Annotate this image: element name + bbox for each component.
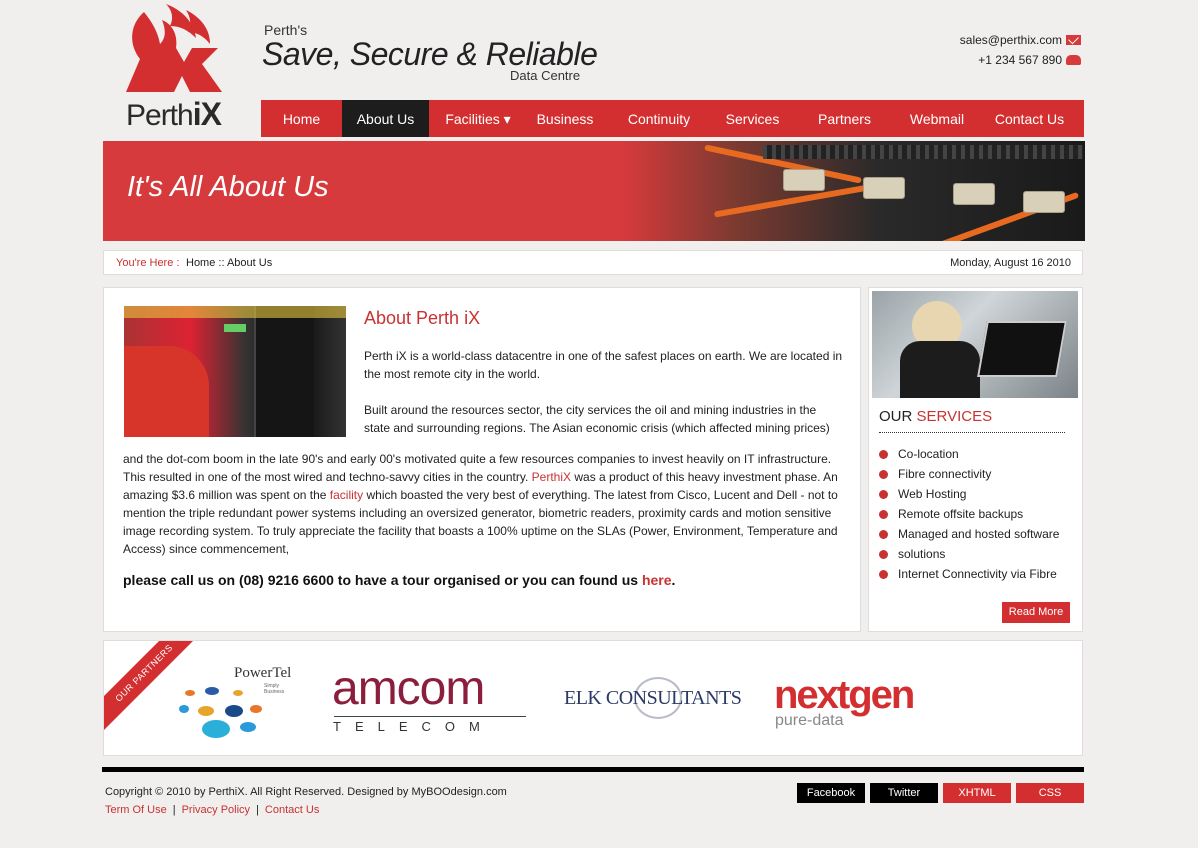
nav-item-about-us[interactable]: About Us	[342, 100, 429, 137]
list-item[interactable]	[879, 524, 1059, 544]
list-item[interactable]	[879, 544, 1059, 564]
list-item[interactable]	[879, 484, 1059, 504]
bullet-icon	[879, 530, 888, 539]
intro-paragraph: Perth iX is a world-class datacentre in one of the safest places on earth. We are located in the most remote city in the world.	[364, 349, 843, 381]
photo-body	[900, 341, 980, 398]
privacy-link[interactable]: Privacy Policy	[181, 804, 251, 816]
photo-exit-sign	[224, 324, 246, 332]
details-text: was a product of this heavy investment phase. An amazing $3.6 million was spent on the	[123, 470, 838, 502]
nav-item-contact-us[interactable]: Contact Us	[994, 111, 1065, 127]
service-label: Fibre connectivity	[898, 467, 992, 481]
amcom-logo[interactable]: amcom	[332, 662, 485, 715]
copyright: Copyright © 2010 by PerthiX. All Right Reserved. Designed by MyBOOdesign.com	[105, 786, 507, 798]
bullet-icon	[879, 550, 888, 559]
service-label: Remote offsite backups	[898, 507, 1024, 521]
twitter-button[interactable]: Twitter	[870, 783, 938, 803]
banner-network-photo	[623, 141, 1085, 241]
call-to-action	[123, 572, 675, 588]
footer-divider	[102, 767, 1084, 772]
current-date: Monday, August 16 2010	[950, 257, 1071, 269]
banner-title: It's All About Us	[127, 171, 329, 203]
terms-link[interactable]: Term Of Use	[105, 804, 167, 816]
main-nav	[261, 100, 1084, 137]
service-label: Co-location	[898, 447, 959, 461]
breadcrumb	[103, 250, 1083, 275]
photo-red-wall	[124, 346, 209, 437]
service-label: solutions	[898, 547, 946, 561]
footer-links	[105, 804, 319, 816]
powertel-tagline: Simply Business	[264, 683, 285, 695]
nav-item-home[interactable]: Home	[282, 111, 321, 127]
nextgen-tagline: pure-data	[775, 712, 844, 729]
banner-connector	[863, 177, 905, 199]
phone-icon	[1066, 55, 1081, 65]
nav-item-partners[interactable]: Partners	[818, 111, 871, 127]
cta-text: please call us on (08) 9216 6600 to have a tour organised or you can found us	[123, 572, 639, 588]
nav-item-services[interactable]: Services	[725, 111, 780, 127]
list-item[interactable]	[879, 464, 1059, 484]
contact-link[interactable]: Contact Us	[264, 804, 320, 816]
nav-item-business[interactable]: Business	[536, 111, 594, 127]
bullet-icon	[879, 570, 888, 579]
powertel-name: PowerTel	[234, 665, 292, 681]
amcom-divider	[334, 716, 526, 717]
cta-end: .	[671, 572, 676, 588]
service-label: Internet Connectivity via Fibre	[898, 567, 1057, 581]
details-paragraph	[123, 450, 845, 558]
logo-text-regular: Perth	[126, 99, 193, 132]
logo-icon	[122, 4, 232, 96]
bullet-icon	[879, 490, 888, 499]
nextgen-logo[interactable]: nextgen	[774, 673, 914, 717]
link-separator: |	[172, 804, 176, 816]
xhtml-button[interactable]: XHTML	[943, 783, 1011, 803]
breadcrumb-path[interactable]: Home :: About Us	[186, 257, 273, 269]
service-label: Managed and hosted software	[898, 527, 1060, 541]
here-link[interactable]: here	[641, 572, 672, 588]
bullet-icon	[879, 470, 888, 479]
read-more-button[interactable]: Read More	[1002, 602, 1070, 623]
main-content	[103, 287, 861, 632]
link-separator: |	[256, 804, 259, 816]
title-divider	[879, 432, 1065, 433]
photo-ceiling-light	[124, 306, 346, 318]
details-text: which boasted the very best of everything. The latest from Cisco, Lucent and Dell - not to mention the triple redundant power systems including an oversized generator, biometric readers, proximity cards and motion sensitive image recording system. To truly appreciate the facility that boasts a 100% uptime on the SLAs (Power, Environment, Temperature and Access) since commencement,	[123, 488, 838, 556]
photo-server-rack	[254, 306, 314, 437]
amcom-tagline: TELECOM	[333, 719, 494, 734]
contact-phone: +1 234 567 890	[978, 53, 1062, 67]
nav-item-webmail[interactable]: Webmail	[909, 111, 965, 127]
partners-ribbon: OUR PARTNERS	[103, 640, 202, 731]
bullet-icon	[879, 510, 888, 519]
elk-consultants-logo[interactable]: ELK CONSULTANTS	[564, 687, 742, 709]
partners-strip	[103, 640, 1083, 756]
woman-laptop-photo	[872, 291, 1078, 398]
list-item[interactable]	[879, 444, 1059, 464]
photo-laptop	[977, 321, 1067, 377]
breadcrumb-label: You're Here :	[116, 257, 180, 269]
page-title: About Perth iX	[364, 308, 481, 328]
services-title	[879, 408, 992, 425]
css-button[interactable]: CSS	[1016, 783, 1084, 803]
tagline-small: Perth's	[264, 22, 308, 38]
banner-patch-panel	[763, 145, 1083, 159]
services-sidebar	[868, 287, 1083, 632]
tagline-sub: Data Centre	[510, 68, 581, 83]
history-paragraph: Built around the resources sector, the city services the oil and mining industries in the state and surrounding regions. The Asian economic crisis (which affected mining prices)	[364, 403, 830, 435]
powertel-dots-icon	[176, 683, 286, 739]
datacentre-photo	[124, 306, 346, 437]
facility-link[interactable]: facility	[329, 488, 364, 502]
powertel-logo[interactable]	[176, 661, 300, 739]
service-label: Web Hosting	[898, 487, 967, 501]
banner-connector	[783, 169, 825, 191]
contact-email[interactable]: sales@perthix.com	[959, 33, 1062, 47]
services-title-black: OUR	[879, 408, 913, 425]
services-list	[879, 444, 1059, 584]
list-item[interactable]	[879, 564, 1059, 584]
banner-connector	[953, 183, 995, 205]
services-title-red: SERVICES	[916, 408, 993, 425]
details-text: and the dot-com boom in the late 90's and early 00's motivated quite a few resources companies to invest heavily on IT infrastructure. This resulted in one of the most wired and techno-savvy cities in the country.	[123, 452, 832, 484]
logo-text[interactable]	[126, 96, 221, 133]
facebook-button[interactable]: Facebook	[797, 783, 865, 803]
nav-item-facilities[interactable]: Facilities ▾	[445, 111, 511, 127]
perthix-link[interactable]: PerthiX	[531, 470, 572, 484]
tagline-main: Save, Secure & Reliable	[262, 36, 598, 72]
banner-connector	[1023, 191, 1065, 213]
mail-icon	[1066, 35, 1081, 45]
nav-item-continuity[interactable]: Continuity	[627, 111, 691, 127]
logo-text-bold: iX	[192, 96, 221, 132]
bullet-icon	[879, 450, 888, 459]
list-item[interactable]	[879, 504, 1059, 524]
page-banner	[103, 141, 1085, 241]
